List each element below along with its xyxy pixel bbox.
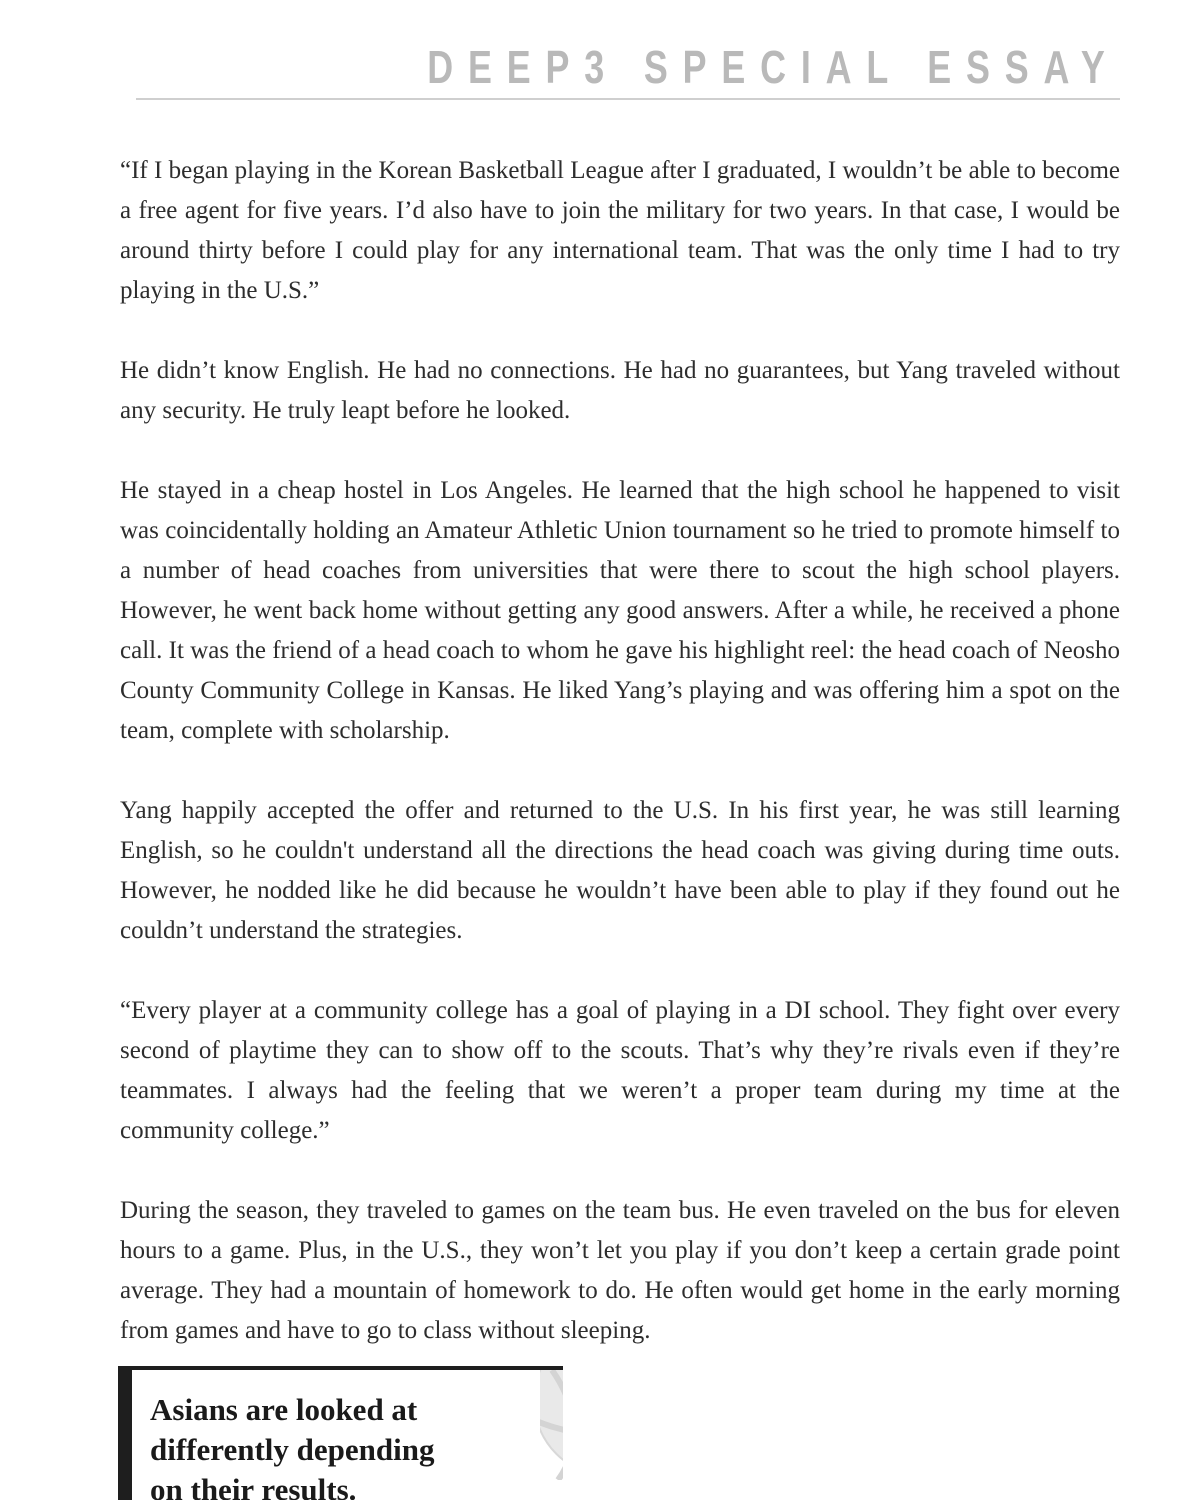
pull-quote-line-3: on their results. [150,1472,357,1500]
essay-body [120,151,1120,1391]
pull-quote-line-1: Asians are looked at [150,1392,418,1427]
pull-quote-top-rule [118,1366,563,1370]
paragraph-4: Yang happily accepted the offer and returned to the U.S. In his first year, he was still learning English, so he couldn't understand all the directions the head coach was giving during time outs. However, he nodded like he did because he wouldn’t have been able to play if they found out he couldn’t understand the strategies. [120,797,1120,944]
section-header-title: DEEP3 SPECIAL ESSAY [427,41,1120,93]
paragraph-1: “If I began playing in the Korean Basketball League after I graduated, I wouldn’t be able to become a free agent for five years. I’d also have to join the military for two years. In that case, I would be around thirty before I could play for any international team. That was the only time I had to try playing in the U.S.” [120,157,1120,304]
pull-quote-text [150,1390,550,1500]
paragraph-3: He stayed in a cheap hostel in Los Angeles. He learned that the high school he happened to visit was coincidentally holding an Amateur Athletic Union tournament so he tried to promote himself to a number of head coaches from universities that were there to scout the high school players. However, he went back home without getting any good answers. After a while, he received a phone call. It was the friend of a head coach to whom he gave his highlight reel: the head coach of Neosho County Community College in Kansas. He liked Yang’s playing and was offering him a spot on the team, complete with scholarship. [120,477,1120,744]
paragraph-5: “Every player at a community college has a goal of playing in a DI school. They fight over every second of playtime they can to show off to the scouts. That’s why they’re rivals even if they’re teammates. I always had the feeling that we weren’t a proper team during my time at the community college.” [120,997,1120,1144]
pull-quote [118,1366,563,1500]
paragraph-2: He didn’t know English. He had no connections. He had no guarantees, but Yang traveled without any security. He truly leapt before he looked. [120,357,1120,424]
pull-quote-line-2: differently depending [150,1432,435,1467]
header-divider [136,98,1120,100]
paragraph-6: During the season, they traveled to games on the team bus. He even traveled on the bus for eleven hours to a game. Plus, in the U.S., they won’t let you play if you don’t keep a certain grade point average. They had a mountain of homework to do. He often would get home in the early morning from games and have to go to class without sleeping. [120,1197,1120,1344]
pull-quote-side-bar [118,1366,132,1500]
